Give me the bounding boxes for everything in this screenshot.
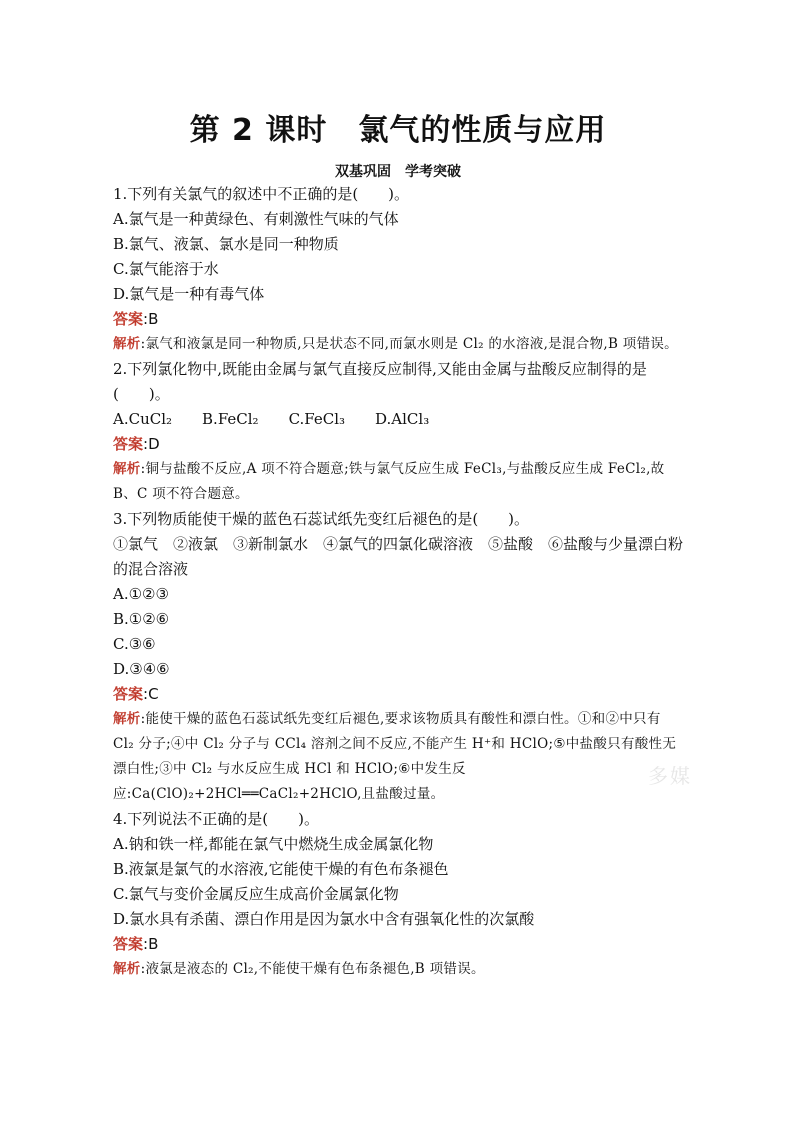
answer-line (113, 682, 683, 707)
explanation-text: :氯气和液氯是同一种物质,只是状态不同,而氯水则是 Cl₂ 的水溶液,是混合物,B 项错误。 (140, 336, 678, 352)
page-title: 第 2 课时 氯气的性质与应用 (189, 113, 607, 148)
question-stem: 4.下列说法不正确的是( )。 (113, 810, 320, 828)
answer-value: :B (143, 935, 159, 953)
option-d: D.氯水具有杀菌、漂白作用是因为氯水中含有强氧化性的次氯酸 (113, 910, 535, 928)
options-row (113, 407, 683, 432)
option-a: A.CuCl₂ (113, 410, 173, 428)
answer-line (113, 307, 683, 332)
option-b: B.氯气、液氯、氯水是同一种物质 (113, 235, 339, 253)
question-stem: 1.下列有关氯气的叙述中不正确的是( )。 (113, 185, 410, 203)
answer-value: :B (143, 310, 159, 328)
substance-list: ①氯气 ②液氯 ③新制氯水 ④氯气的四氯化碳溶液 ⑤盐酸 ⑥盐酸与少量漂白粉的混合溶液 (113, 535, 684, 578)
question-stem: 3.下列物质能使干燥的蓝色石蕊试纸先变红后褪色的是( )。 (113, 510, 530, 528)
option-a: A.①②③ (113, 585, 169, 603)
explanation-label: 解析 (113, 461, 141, 477)
explanation-label: 解析 (113, 336, 141, 352)
question-4 (113, 807, 683, 982)
explanation (113, 457, 683, 507)
answer-label: 答案 (113, 435, 144, 453)
option-d: D.③④⑥ (113, 660, 170, 678)
question-3 (113, 507, 683, 807)
explanation (113, 707, 683, 807)
option-a: A.氯气是一种黄绿色、有刺激性气味的气体 (113, 210, 399, 228)
option-c: C.③⑥ (113, 635, 156, 653)
explanation-label: 解析 (113, 711, 141, 727)
answer-label: 答案 (113, 935, 144, 953)
explanation-label: 解析 (113, 961, 141, 977)
option-b: B.①②⑥ (113, 610, 170, 628)
answer-label: 答案 (113, 685, 144, 703)
option-b: B.FeCl₂ (202, 410, 259, 428)
section-subtitle: 双基巩固 学考突破 (335, 164, 461, 180)
question-stem: 2.下列氯化物中,既能由金属与氯气直接反应制得,又能由金属与盐酸反应制得的是( )。 (113, 360, 647, 403)
explanation-text: :铜与盐酸不反应,A 项不符合题意;铁与氯气反应生成 FeCl₃,与盐酸反应生成 FeCl₂,故 B、C 项不符合题意。 (113, 461, 665, 502)
answer-value: :C (143, 685, 159, 703)
option-d: D.AlCl₃ (375, 410, 430, 428)
explanation-text: :能使干燥的蓝色石蕊试纸先变红后褪色,要求该物质具有酸性和漂白性。①和②中只有 Cl₂ 分子;④中 Cl₂ 分子与 CCl₄ 溶剂之间不反应,不能产生 H⁺和 HClO;⑤中盐酸只有酸性无漂白性;③中 Cl₂ 与水反应生成 HCl 和 HClO;⑥中发生反应:Ca(ClO)₂+2HCl══CaCl₂+2HClO,且盐酸过量。 (113, 711, 677, 802)
answer-label: 答案 (113, 310, 144, 328)
option-c: C.FeCl₃ (288, 410, 346, 428)
option-b: B.液氯是氯气的水溶液,它能使干燥的有色布条褪色 (113, 860, 449, 878)
option-a: A.钠和铁一样,都能在氯气中燃烧生成金属氯化物 (113, 835, 434, 853)
answer-line (113, 432, 683, 457)
option-c: C.氯气能溶于水 (113, 260, 219, 278)
option-c: C.氯气与变价金属反应生成高价金属氯化物 (113, 885, 399, 903)
explanation-text: :液氯是液态的 Cl₂,不能使干燥有色布条褪色,B 项错误。 (140, 961, 485, 977)
explanation (113, 332, 683, 357)
question-2 (113, 357, 683, 507)
answer-value: :D (143, 435, 160, 453)
question-1 (113, 182, 683, 357)
answer-line (113, 932, 683, 957)
option-d: D.氯气是一种有毒气体 (113, 285, 265, 303)
watermark-text: 多媒 (648, 764, 692, 788)
document-page (113, 108, 683, 982)
explanation (113, 957, 683, 982)
